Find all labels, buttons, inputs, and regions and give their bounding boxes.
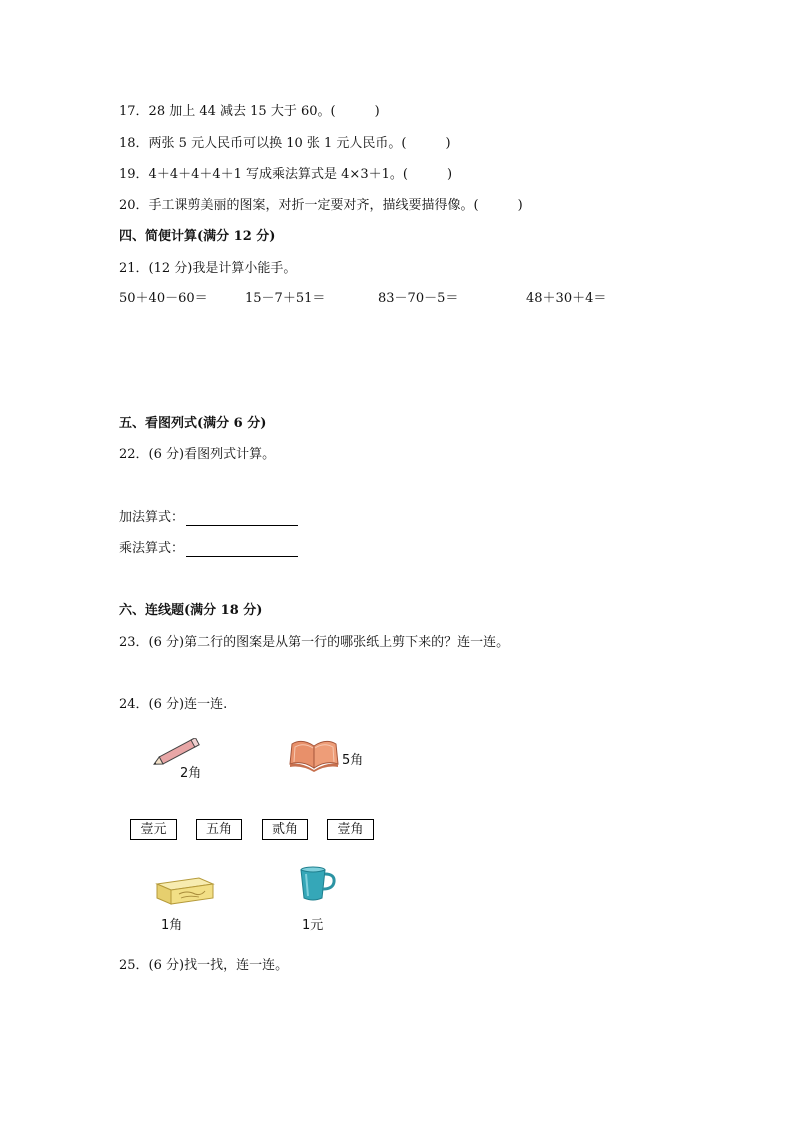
question-23: 23．(6 分)第二行的图案是从第一行的哪张纸上剪下来的？连一连。 [119,635,510,650]
question-22: 22．(6 分)看图列式计算。 [119,447,276,462]
calc-expression-4: 48＋30＋4＝ [526,291,607,306]
question-17: 17．28 加上 44 减去 15 大于 60。( ) [119,104,380,119]
section-6-title: 六、连线题(满分 18 分) [119,603,263,618]
section-4-title: 四、简便计算(满分 12 分) [119,229,276,244]
question-25: 25．(6 分)找一找，连一连。 [119,958,289,973]
question-21: 21．(12 分)我是计算小能手。 [119,261,297,276]
calc-expression-2: 15－7＋51＝ [245,291,326,306]
pencil-price: 2角 [180,766,202,781]
book-price: 5角 [342,753,364,768]
question-24: 24．(6 分)连一连. [119,697,228,712]
addition-formula-blank[interactable] [186,511,298,526]
multiplication-formula-blank[interactable] [186,542,298,557]
multiplication-formula-label: 乘法算式： [119,541,185,556]
eraser-icon [155,870,215,906]
eraser-price: 1角 [161,918,183,933]
calc-expression-1: 50＋40－60＝ [119,291,208,306]
question-20: 20．手工课剪美丽的图案，对折一定要对齐，描线要描得像。( ) [119,198,523,213]
section-5-title: 五、看图列式(满分 6 分) [119,416,267,431]
question-19: 19．4＋4＋4＋4＋1 写成乘法算式是 4×3＋1。( ) [119,167,453,182]
cup-price: 1元 [302,918,324,933]
cup-icon [298,864,338,904]
addition-formula-label: 加法算式： [119,510,185,525]
option-box-2[interactable]: 五角 [196,819,242,840]
multiplication-formula-row [119,541,298,557]
option-box-1[interactable]: 壹元 [130,819,177,840]
book-icon [288,736,340,772]
addition-formula-row [119,510,298,526]
calc-expression-3: 83－70－5＝ [378,291,459,306]
option-box-4[interactable]: 壹角 [327,819,374,840]
question-18: 18．两张 5 元人民币可以换 10 张 1 元人民币。( ) [119,136,451,151]
option-box-3[interactable]: 贰角 [262,819,308,840]
